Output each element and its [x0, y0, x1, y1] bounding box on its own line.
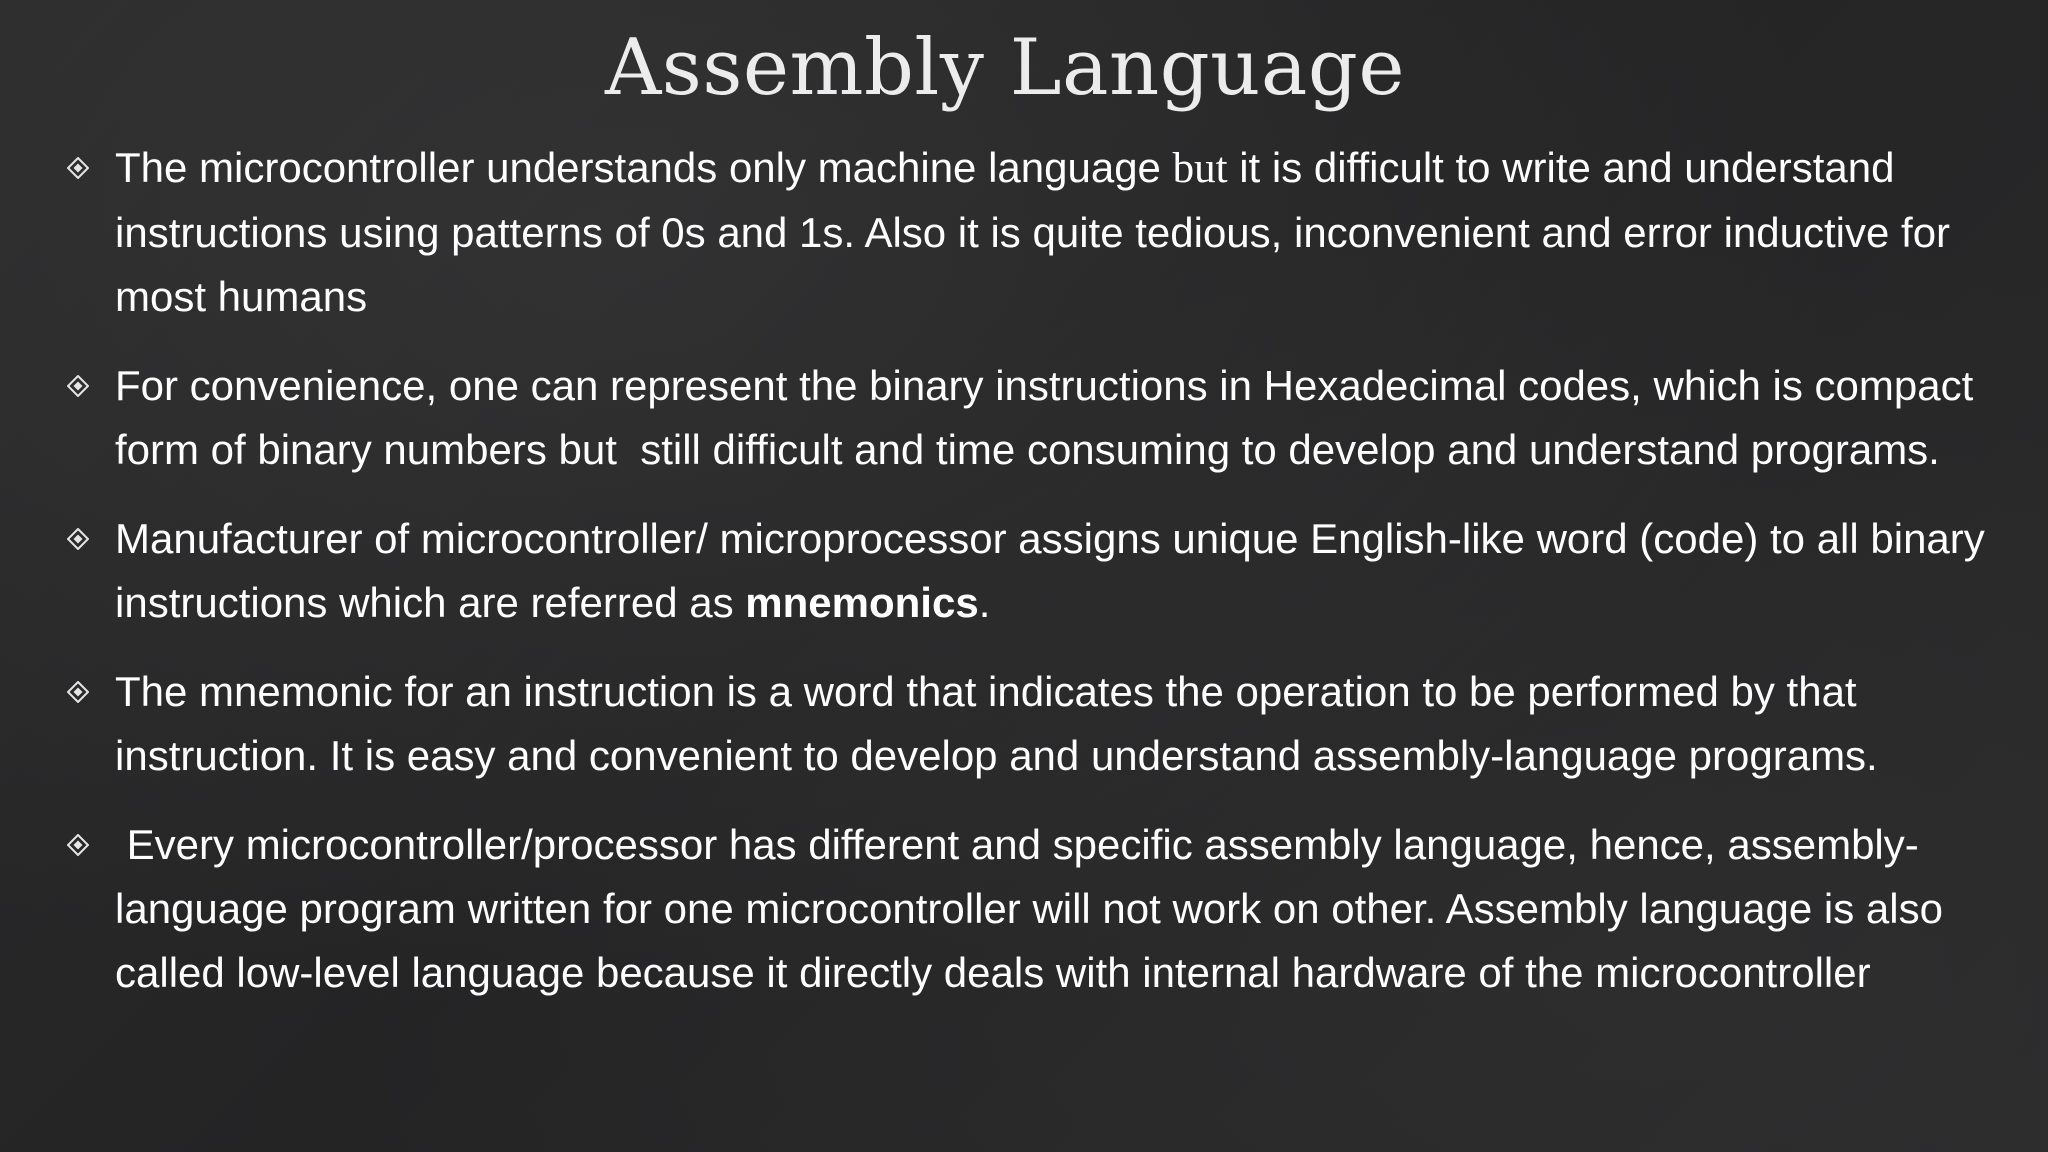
- bullet-1-text-end: it is difficult to write and understand instructions using patterns of 0s and 1s. Also it is quite tedious, inconvenient and error inductive for most humans: [115, 144, 1951, 320]
- diamond-bullet-icon: [67, 528, 89, 550]
- diamond-bullet-icon: [67, 375, 89, 397]
- bullet-3-text-end: .: [978, 579, 991, 626]
- bullet-1-text-start: The microcontroller understands only machine language: [115, 144, 1173, 191]
- diamond-bullet-icon: [67, 157, 89, 179]
- bullet-3-keyword-mnemonics: mnemonics: [745, 579, 979, 626]
- bullet-item-3: [65, 507, 2005, 635]
- bullet-3-text-start: Manufacturer of microcontroller/ microprocessor assigns unique English-like word (code) to all binary instructions which are referred as: [115, 515, 1985, 626]
- bullet-item-2: [65, 354, 2005, 482]
- bullet-item-5: [65, 813, 2005, 1005]
- bullet-5-text: Every microcontroller/processor has different and specific assembly language, hence, assembly-language program written for one microcontroller will not work on other. Assembly language is also called low-level language because it directly deals with internal hardware of the microcontroller: [115, 821, 1955, 996]
- diamond-bullet-icon: [67, 681, 89, 703]
- bullet-1-text-serif: but: [1172, 145, 1228, 192]
- slide-title: Assembly Language: [604, 23, 1406, 113]
- bullet-item-4: [65, 660, 2005, 788]
- bullet-4-text: The mnemonic for an instruction is a word that indicates the operation to be performed by that instruction. It is easy and convenient to develop and understand assembly-language programs.: [115, 668, 1878, 779]
- bullet-list: [65, 136, 2005, 1030]
- bullet-item-1: [65, 136, 2005, 329]
- bullet-2-text: For convenience, one can represent the binary instructions in Hexadecimal codes, which is compact form of binary numbers but still difficult and time consuming to develop and understand programs.: [115, 362, 1985, 473]
- diamond-bullet-icon: [67, 834, 89, 856]
